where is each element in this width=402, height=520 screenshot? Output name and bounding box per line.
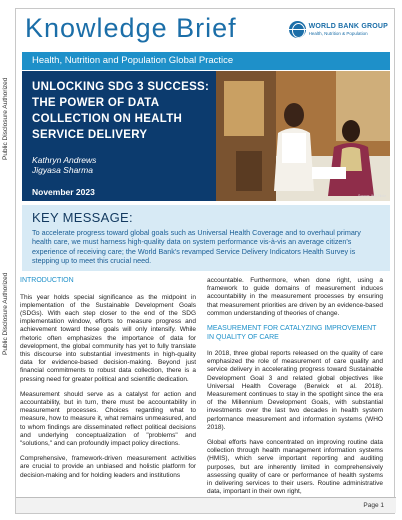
author-list: [32, 155, 96, 175]
author-name: Jigyasa Sharma: [32, 165, 93, 175]
document-page: [15, 8, 395, 514]
cover-photo: [216, 71, 390, 201]
globe-icon: [289, 21, 306, 38]
body-paragraph: This year holds special significance as the midpoint in implementation of the Sustainable Development Goals (SDGs). With each step closer to the end of the SDG implementation window, efforts to measure progress and achievement toward these goals will only intensify. While rhetoric often emphasizes the importance of data for development, the global community has yet to fully translate this discourse into substantial investments in high-quality data for evidence-based decision-making. Beyond just financial commitments to robust data collection, there is a pressing need for greater political and scientific dedication.: [20, 293, 196, 383]
logo-name: WORLD BANK GROUP: [308, 23, 388, 30]
body-paragraph: In 2018, three global reports released on the quality of care emphasized the role of measurement of care quality and service delivery in accelerating progress toward Sustainable Development Goal 3 and related global objectives like Universal Health Coverage (Berwick et al. 2018). Measurement continues to stay in the spotlight since the era of the Millennium Development Goals, with substantial investments over the last two decades in health system performance measurement and information systems (WHO 2018).: [207, 350, 383, 431]
key-message-body: To accelerate progress toward global goals such as Universal Health Coverage and to overhaul primary health care, we must harness high-quality data on system performance vis-à-vis an average citizen's experience of receiving care; the World Bank's revamped Service Delivery Indicators Health Survey is stepping up to meet this crucial need.: [32, 228, 361, 266]
body-paragraph: Global efforts have concentrated on improving routine data collection through health management information systems (HMIS), which serve important reporting and auditing purposes, but are inherently limited in comprehensively assessing quality of care or performance of health systems in delivering services to their users. Routine administrative data, important in their own right,: [207, 439, 383, 496]
disclosure-label-bottom: Public Disclosure Authorized: [2, 272, 9, 355]
hero-banner: [22, 71, 390, 201]
right-column: [207, 277, 383, 503]
world-bank-logo: [289, 21, 388, 38]
photo-credit: Source: WB Flickr: [357, 194, 386, 198]
practice-banner: [22, 52, 390, 70]
author-name: Kathryn Andrews: [32, 155, 97, 165]
publication-date: November 2023: [32, 187, 95, 197]
health-workers-photo: [216, 71, 390, 201]
page-footer: [16, 497, 396, 513]
body-paragraph: Comprehensive, framework-driven measurement activities are crucial to provide an unbiased and holistic platform for decision-making and for holding leaders and institutions: [20, 455, 196, 479]
practice-name: Health, Nutrition and Population Global Practice: [32, 55, 234, 66]
logo-subtitle: Health, Nutrition & Population: [308, 31, 368, 36]
brief-header: [16, 9, 396, 55]
section-heading-measurement: MEASUREMENT FOR CATALYZING IMPROVEMENT IN QUALITY OF CARE: [207, 325, 377, 341]
key-message-title: KEY MESSAGE:: [32, 210, 133, 225]
document-type-title: Knowledge Brief: [25, 13, 237, 43]
key-message-box: [22, 205, 390, 271]
disclosure-label-top: Public Disclosure Authorized: [2, 77, 9, 160]
logo-wordmark: [309, 23, 388, 36]
brief-title: UNLOCKING SDG 3 SUCCESS: THE POWER OF DATA COLLECTION ON HEALTH SERVICE DELIVERY: [32, 81, 210, 141]
left-column: [20, 277, 196, 487]
section-heading-introduction: INTRODUCTION: [20, 277, 74, 284]
page-number: Page 1: [363, 502, 384, 509]
body-paragraph: Measurement should serve as a catalyst for action and accountability, but in turn, there must be accountability in measurement processes. Choices regarding what to measure, how to measure it, what remains unmeasured, and to whom findings are disseminated reflect political decisions and underlying conceptualization of "problems" and "solutions," and can profoundly impact policy directions.: [20, 390, 196, 447]
body-paragraph: accountable. Furthermore, when done right, using a framework to guide domains of measurement induces accountability in the measurement processes by ensuring that measurement priorities are driven by an evidence-based common understanding of theories of change.: [207, 277, 383, 317]
